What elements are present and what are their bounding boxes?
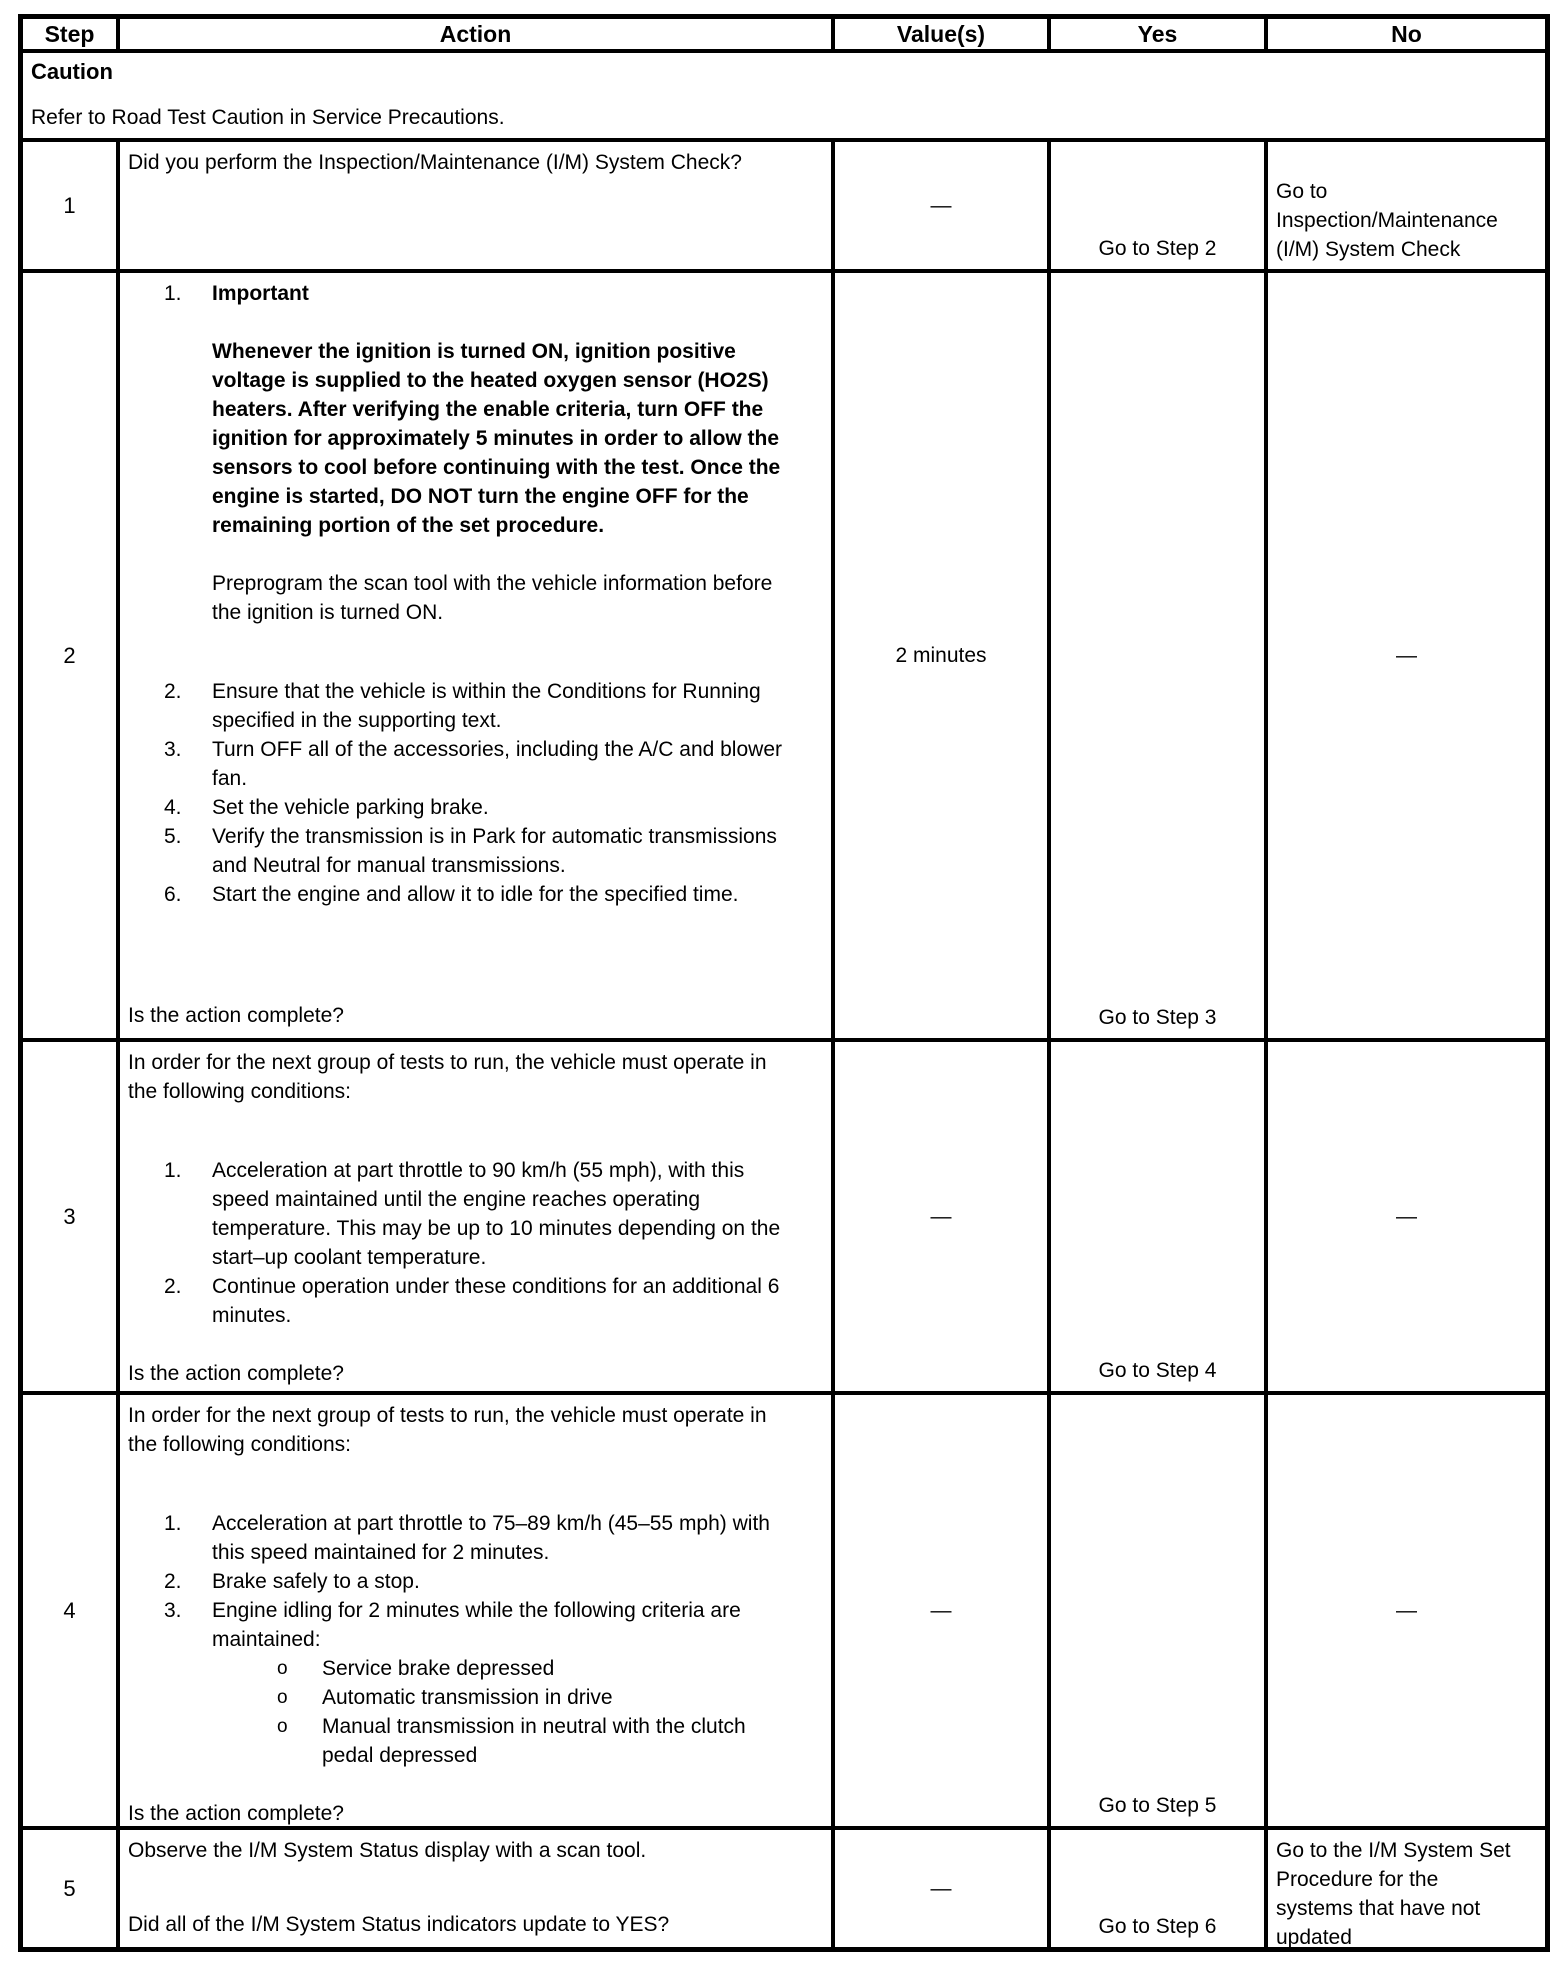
action-question: Is the action complete? <box>128 1802 344 1825</box>
caution-row <box>23 53 1545 138</box>
list-item-number: 3. <box>164 738 182 761</box>
list-item <box>128 880 825 909</box>
yes-cell-3 <box>1051 1042 1264 1391</box>
caution-title: Caution <box>31 59 113 84</box>
list-item-text: Acceleration at part throttle to 75–89 km/h (45–55 mph) with this speed maintained for 2 minutes. <box>212 1512 770 1564</box>
col-header-no: No <box>1268 19 1545 49</box>
action-question: Is the action complete? <box>128 1004 344 1027</box>
no-cell-3: — <box>1268 1042 1545 1391</box>
action-question: Is the action complete? <box>128 1362 344 1385</box>
list-item-text <box>212 1596 797 1770</box>
sub-bullet-text: Manual transmission in neutral with the clutch pedal depressed <box>322 1715 746 1767</box>
values-cell-4: — <box>835 1395 1047 1826</box>
yes-result: Go to Step 5 <box>1098 1794 1217 1817</box>
no-cell-2: — <box>1268 273 1545 1038</box>
step-cell-5: 5 <box>23 1830 116 1947</box>
list-item <box>128 1509 825 1567</box>
col-header-yes: Yes <box>1051 19 1264 49</box>
action-cell-4 <box>120 1395 831 1826</box>
bullet-marker: o <box>277 1716 288 1737</box>
yes-result: Go to Step 6 <box>1098 1915 1217 1938</box>
yes-cell-2 <box>1051 273 1264 1038</box>
values-cell-2: 2 minutes <box>835 273 1047 1038</box>
no-cell-1 <box>1268 142 1545 269</box>
yes-result: Go to Step 3 <box>1098 1006 1217 1029</box>
list-item-text: Start the engine and allow it to idle for the specified time. <box>212 883 739 906</box>
no-cell-4: — <box>1268 1395 1545 1826</box>
no-result: Go to the I/M System Set Procedure for the systems that have not updated <box>1276 1839 1511 1947</box>
list-item-body: Preprogram the scan tool with the vehicle information before the ignition is turned ON. <box>212 572 773 624</box>
yes-result: Go to Step 4 <box>1098 1359 1217 1382</box>
list-item-text: Turn OFF all of the accessories, including the A/C and blower fan. <box>212 738 782 790</box>
list-item <box>128 1156 825 1272</box>
list-item-number: 2. <box>164 680 182 703</box>
list-item <box>128 677 825 735</box>
action-intro: In order for the next group of tests to run, the vehicle must operate in the following conditions: <box>128 1051 767 1103</box>
list-item-number: 4. <box>164 796 182 819</box>
action-cell-3 <box>120 1042 831 1391</box>
list-item <box>128 735 825 793</box>
list-item-text: Set the vehicle parking brake. <box>212 796 489 819</box>
action-intro: In order for the next group of tests to run, the vehicle must operate in the following conditions: <box>128 1404 767 1456</box>
action-question: Did all of the I/M System Status indicators update to YES? <box>128 1913 670 1936</box>
list-item-number: 3. <box>164 1599 182 1622</box>
values-cell-5: — <box>835 1830 1047 1947</box>
list-item-text: Brake safely to a stop. <box>212 1570 420 1593</box>
important-note: Whenever the ignition is turned ON, ignition positive voltage is supplied to the heated oxygen sensor (HO2S) heaters. After verifying the enable criteria, turn OFF the ignition for approximately 5 minutes in order to allow the sensors to cool before continuing with the test. Once the engine is started, DO NOT turn the engine OFF for the remaining portion of the set procedure. <box>212 340 781 537</box>
yes-cell-5 <box>1051 1830 1264 1947</box>
col-header-step: Step <box>23 19 116 49</box>
list-item-text: Verify the transmission is in Park for automatic transmissions and Neutral for manual transmissions. <box>212 825 777 877</box>
col-header-values: Value(s) <box>835 19 1047 49</box>
sub-bullet <box>212 1654 797 1683</box>
list-item-text: Continue operation under these conditions for an additional 6 minutes. <box>212 1275 780 1327</box>
yes-result: Go to Step 2 <box>1098 237 1217 260</box>
list-item-number: 2. <box>164 1275 182 1298</box>
no-cell-5 <box>1268 1830 1545 1947</box>
yes-cell-1 <box>1051 142 1264 269</box>
action-intro: Observe the I/M System Status display with a scan tool. <box>128 1839 647 1862</box>
action-cell-5 <box>120 1830 831 1947</box>
important-heading: Important <box>212 282 309 305</box>
action-question: Did you perform the Inspection/Maintenance (I/M) System Check? <box>128 151 742 174</box>
col-header-action: Action <box>120 19 831 49</box>
values-cell-3: — <box>835 1042 1047 1391</box>
list-item-text: Acceleration at part throttle to 90 km/h (55 mph), with this speed maintained until the engine reaches operating temperature. This may be up to 10 minutes depending on the start–up coolant temperature. <box>212 1159 781 1269</box>
bullet-marker: o <box>277 1687 288 1708</box>
sub-bullet <box>212 1712 797 1770</box>
list-item-body: Engine idling for 2 minutes while the following criteria are maintained: <box>212 1599 741 1651</box>
list-item <box>128 1596 825 1770</box>
yes-cell-4 <box>1051 1395 1264 1826</box>
sub-bullet <box>212 1683 797 1712</box>
action-cell-2 <box>120 273 831 1038</box>
list-item-number: 1. <box>164 282 182 305</box>
no-result: Go to Inspection/Maintenance (I/M) System Check <box>1276 180 1498 261</box>
list-item-number: 6. <box>164 883 182 906</box>
caution-text: Refer to Road Test Caution in Service Precautions. <box>31 106 505 129</box>
list-item <box>128 279 825 627</box>
action-cell-1 <box>120 142 831 269</box>
list-item-text <box>212 279 797 627</box>
step-cell-2: 2 <box>23 273 116 1038</box>
list-item-text: Ensure that the vehicle is within the Conditions for Running specified in the supporting text. <box>212 680 761 732</box>
step-cell-1: 1 <box>23 142 116 269</box>
list-item-number: 2. <box>164 1570 182 1593</box>
list-item <box>128 793 825 822</box>
step-cell-3: 3 <box>23 1042 116 1391</box>
list-item-number: 1. <box>164 1159 182 1182</box>
list-item-number: 5. <box>164 825 182 848</box>
sub-bullet-text: Service brake depressed <box>322 1657 555 1680</box>
step-cell-4: 4 <box>23 1395 116 1826</box>
bullet-marker: o <box>277 1658 288 1679</box>
list-item <box>128 822 825 880</box>
list-item <box>128 1272 825 1330</box>
list-item <box>128 1567 825 1596</box>
diagnostic-procedure-table <box>18 14 1550 1952</box>
sub-bullet-text: Automatic transmission in drive <box>322 1686 613 1709</box>
values-cell-1: — <box>835 142 1047 269</box>
list-item-number: 1. <box>164 1512 182 1535</box>
